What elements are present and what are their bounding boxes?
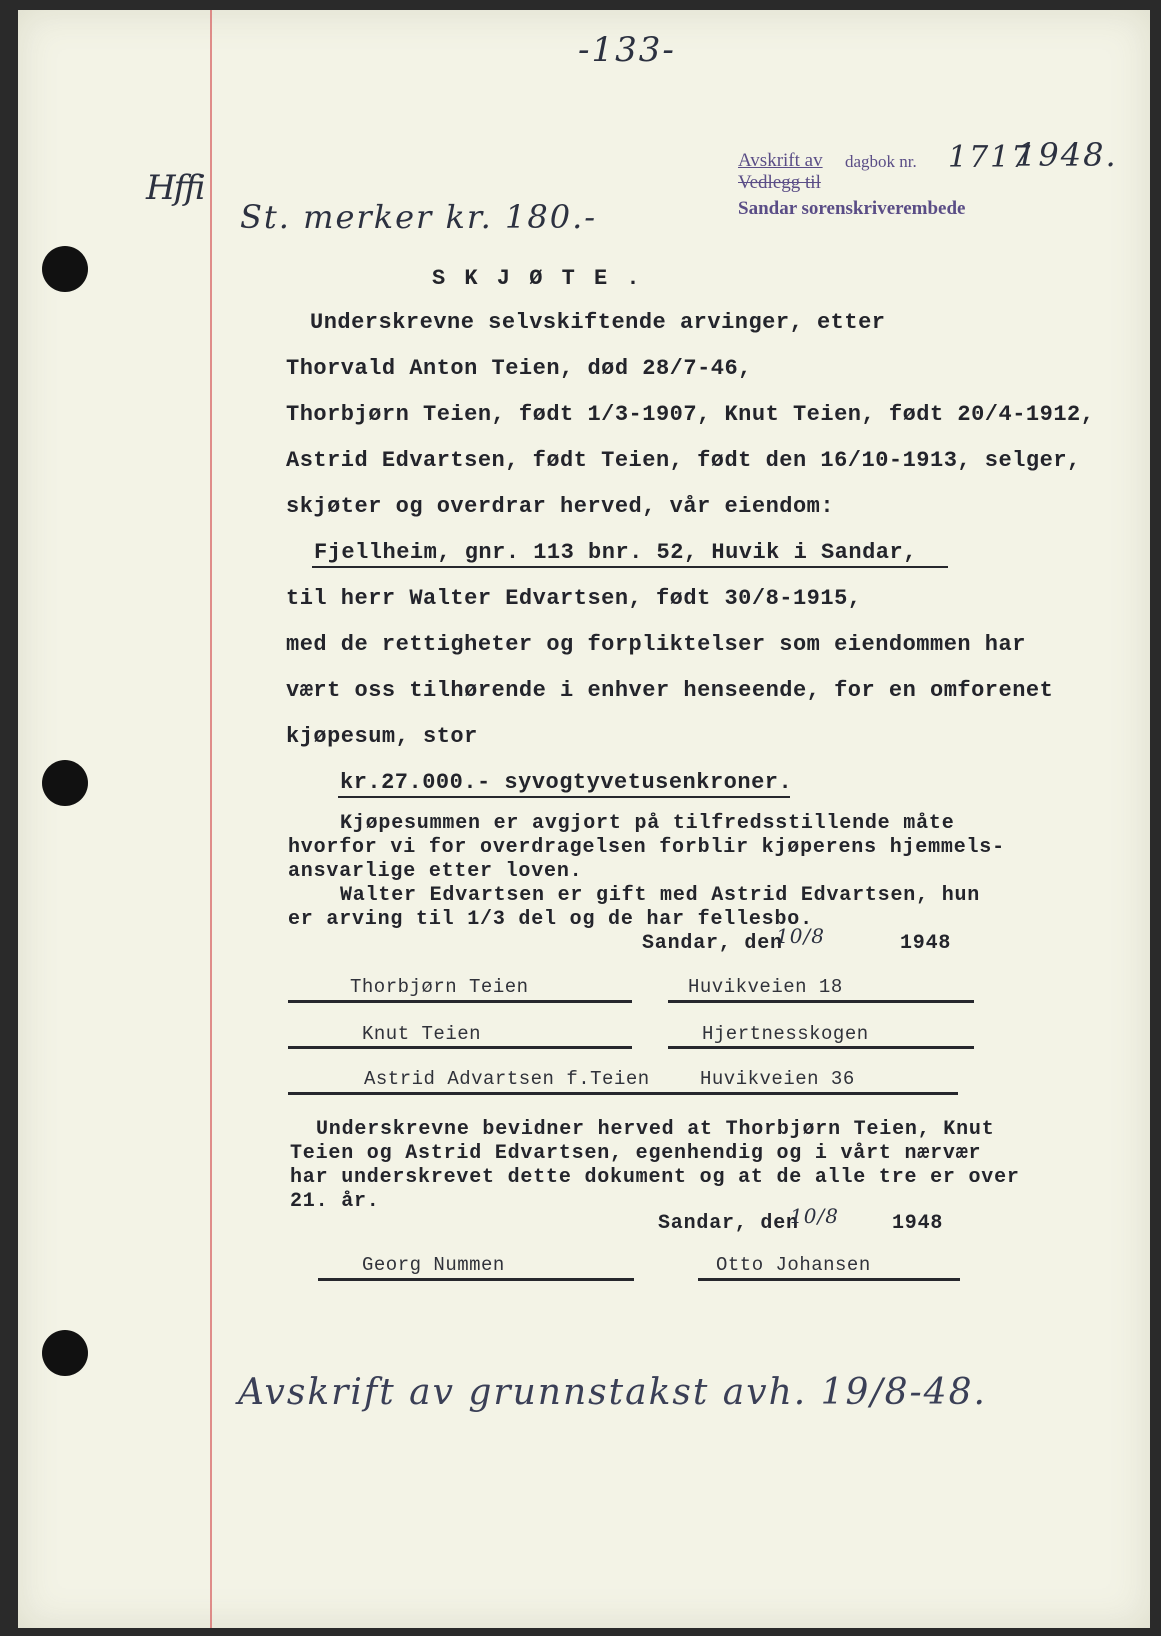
signature-line: [288, 1092, 958, 1095]
date-year: 1948: [900, 932, 952, 955]
signature-line: [668, 1000, 974, 1003]
stamp-line2: Vedlegg til: [738, 172, 821, 193]
margin-initials: Hffi: [146, 168, 204, 208]
text-line: til herr Walter Edvartsen, født 30/8-1915,: [286, 586, 862, 611]
stamp-duty-note: St. merker kr. 180.-: [240, 198, 598, 236]
punch-hole: [42, 246, 88, 292]
stamp-year: 1948.: [1016, 136, 1118, 174]
text-line: hvorfor vi for overdragelsen forblir kjøperens hjemmels-: [288, 836, 1005, 859]
signatory-name: Astrid Advartsen f.Teien: [364, 1068, 650, 1090]
dagbok-number: 1717: [948, 140, 1033, 175]
signature-line: [668, 1046, 974, 1049]
signatory-address: Huvikveien 18: [688, 976, 843, 998]
text-line: er arving til 1/3 del og de har fellesbo.: [288, 908, 813, 931]
stamp-line3: Sandar sorenskriverembede: [738, 198, 966, 219]
text-line: ansvarlige etter loven.: [288, 860, 583, 883]
text-line: Thorbjørn Teien, født 1/3-1907, Knut Teien, født 20/4-1912,: [286, 402, 1095, 427]
signature-line: [288, 1046, 632, 1049]
signature-line: [318, 1278, 634, 1281]
witness-date-place: Sandar, den: [658, 1212, 799, 1235]
footer-handwritten-note: Avskrift av grunnstakst avh. 19/8-48.: [238, 1372, 987, 1413]
date-place: Sandar, den: [642, 932, 783, 955]
text-line: med de rettigheter og forpliktelser som eiendommen har: [286, 632, 1026, 657]
signatory-address: Hjertnesskogen: [702, 1023, 869, 1045]
signatory-address: Huvikveien 36: [700, 1068, 855, 1090]
text-line: vært oss tilhørende i enhver henseende, for en omforenet: [286, 678, 1054, 703]
margin-rule: [210, 10, 212, 1628]
text-line: Kjøpesummen er avgjort på tilfredsstillende måte: [340, 812, 955, 835]
witness-name: Otto Johansen: [716, 1254, 871, 1276]
witness-name: Georg Nummen: [362, 1254, 505, 1276]
signatory-name: Thorbjørn Teien: [350, 976, 529, 998]
punch-hole: [42, 1330, 88, 1376]
property-underline: [312, 566, 948, 568]
property-description: Fjellheim, gnr. 113 bnr. 52, Huvik i Sandar,: [314, 540, 917, 565]
text-line: 21. år.: [290, 1190, 380, 1213]
text-line: Underskrevne selvskiftende arvinger, etter: [310, 310, 886, 335]
text-line: Thorvald Anton Teien, død 28/7-46,: [286, 356, 752, 381]
punch-hole: [42, 760, 88, 806]
text-line: har underskrevet dette dokument og at de alle tre er over: [290, 1166, 1020, 1189]
witness-date-handwritten: 10/8: [790, 1204, 839, 1228]
text-line: skjøter og overdrar herved, vår eiendom:: [286, 494, 835, 519]
text-line: Teien og Astrid Edvartsen, egenhendig og i vårt nærvær: [290, 1142, 982, 1165]
signature-line: [288, 1000, 632, 1003]
text-line: kjøpesum, stor: [286, 724, 478, 749]
document-title: S K J Ø T E .: [432, 266, 643, 291]
text-line: Astrid Edvartsen, født Teien, født den 16/10-1913, selger,: [286, 448, 1081, 473]
witness-date-year: 1948: [892, 1212, 944, 1235]
text-line: Walter Edvartsen er gift med Astrid Edvartsen, hun: [340, 884, 981, 907]
date-handwritten: 10/8: [776, 924, 825, 948]
purchase-price: kr.27.000.- syvogtyvetusenkroner.: [340, 770, 793, 795]
signatory-name: Knut Teien: [362, 1023, 482, 1045]
text-line: Underskrevne bevidner herved at Thorbjørn Teien, Knut: [316, 1118, 995, 1141]
stamp-line1-prefix: Avskrift av: [738, 150, 823, 171]
signature-line: [698, 1278, 960, 1281]
stamp-line1-dagbok: dagbok nr.: [845, 152, 917, 171]
page-number: -133-: [578, 30, 676, 70]
price-underline: [338, 796, 790, 798]
